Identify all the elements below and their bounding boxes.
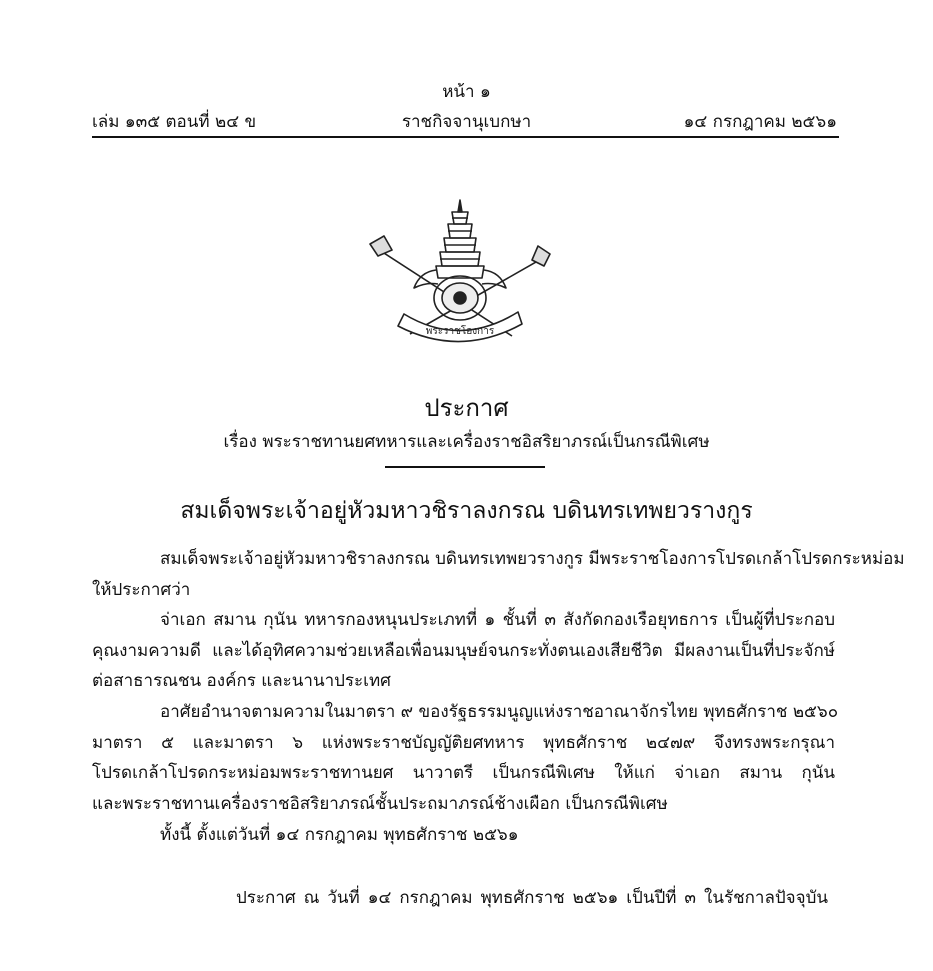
body-line: คุณงามความดี และได้อุทิศความช่วยเหลือเพื่อนมนุษย์จนกระทั่งตนเองเสียชีวิต มีผลงานเป็นที่ประจักษ์ bbox=[92, 641, 835, 661]
body-line: ให้ประกาศว่า bbox=[92, 580, 191, 600]
title-divider bbox=[385, 466, 545, 468]
body-line: จ่าเอก สมาน กุนัน ทหารกองหนุนประเภทที่ ๑ ชั้นที่ ๓ สังกัดกองเรือยุทธการ เป็นผู้ที่ประกอบ bbox=[160, 610, 835, 630]
body-line: ทั้งนี้ ตั้งแต่วันที่ ๑๔ กรกฎาคม พุทธศักราช ๒๕๖๑ bbox=[160, 825, 519, 845]
document-subject: เรื่อง พระราชทานยศทหารและเครื่องราชอิสริยาภรณ์เป็นกรณีพิเศษ bbox=[223, 432, 710, 452]
volume-issue: เล่ม ๑๓๕ ตอนที่ ๒๔ ข bbox=[92, 112, 257, 132]
page-number: หน้า ๑ bbox=[442, 82, 491, 102]
body-line: โปรดเกล้าโปรดกระหม่อมพระราชทานยศ นาวาตรี เป็นกรณีพิเศษ ให้แก่ จ่าเอก สมาน กุนัน bbox=[92, 763, 835, 783]
royal-emblem-icon bbox=[362, 198, 558, 348]
king-name: สมเด็จพระเจ้าอยู่หัวมหาวชิราลงกรณ บดินทรเทพยวรางกูร bbox=[180, 498, 753, 524]
body-line: มาตรา ๕ และมาตรา ๖ แห่งพระราชบัญญัติยศทหาร พุทธศักราช ๒๔๗๙ จึงทรงพระกรุณา bbox=[92, 733, 835, 753]
gazette-name: ราชกิจจานุเบกษา bbox=[401, 112, 532, 132]
body-line: อาศัยอำนาจตามความในมาตรา ๙ ของรัฐธรรมนูญแห่งราชอาณาจักรไทย พุทธศักราช ๒๕๖๐ bbox=[160, 702, 839, 722]
emblem-ribbon-text: พระราชโองการ bbox=[425, 326, 495, 337]
body-line: สมเด็จพระเจ้าอยู่หัวมหาวชิราลงกรณ บดินทรเทพยวรางกูร มีพระราชโองการโปรดเกล้าโปรดกระหม่อม bbox=[160, 549, 905, 569]
body-line: และพระราชทานเครื่องราชอิสริยาภรณ์ชั้นประถมาภรณ์ช้างเผือก เป็นกรณีพิเศษ bbox=[92, 794, 668, 814]
signature-line: ประกาศ ณ วันที่ ๑๔ กรกฎาคม พุทธศักราช ๒๕๖๑ เป็นปีที่ ๓ ในรัชกาลปัจจุบัน bbox=[236, 888, 828, 908]
body-line: ต่อสาธารณชน องค์กร และนานาประเทศ bbox=[92, 671, 391, 691]
header-divider bbox=[92, 136, 839, 138]
publication-date: ๑๔ กรกฎาคม ๒๕๖๑ bbox=[683, 112, 837, 132]
document-title: ประกาศ bbox=[424, 394, 509, 422]
